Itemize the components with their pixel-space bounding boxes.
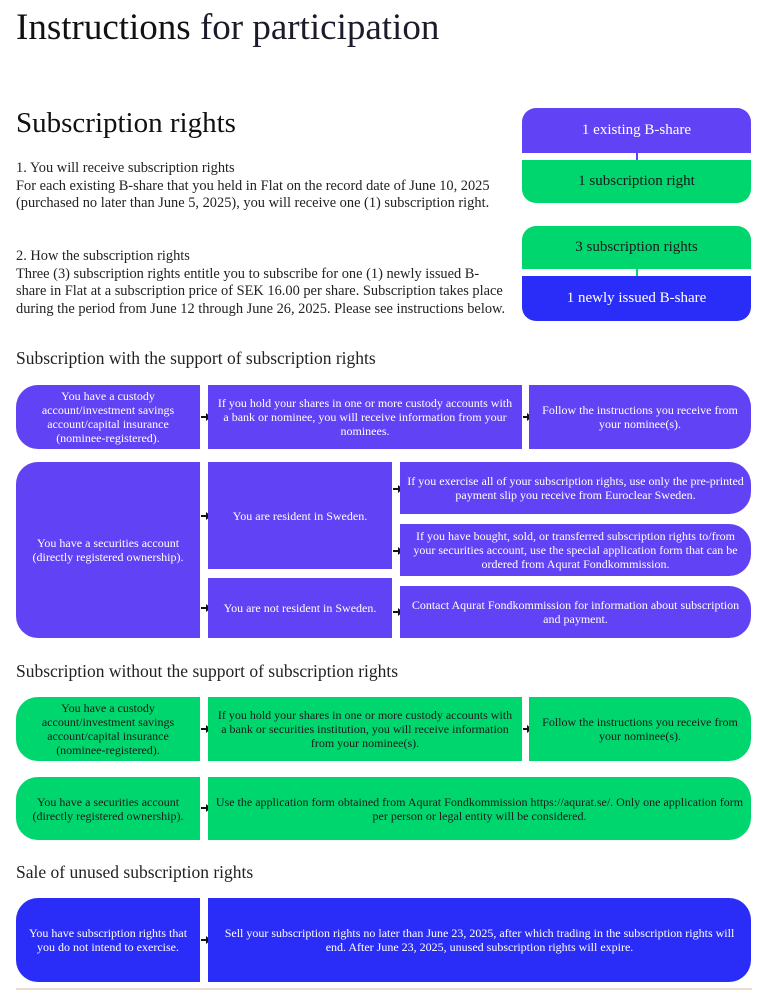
wos-securities-start-text: You have a securities account (directly registered ownership). xyxy=(32,794,184,823)
ratio-subscription-right xyxy=(522,160,751,203)
arrow-icon xyxy=(393,550,399,552)
sale-heading: Sale of unused subscription rights xyxy=(16,862,254,882)
ws-not-resident-text: You are not resident in Sweden. xyxy=(223,601,377,615)
ratio-connector-2 xyxy=(636,269,638,276)
page-title xyxy=(16,4,439,52)
ws-resident-option-1 xyxy=(400,462,751,514)
wos-securities-start xyxy=(16,777,200,840)
arrow-icon xyxy=(201,416,207,418)
ws-resident-text: You are resident in Sweden. xyxy=(232,508,368,523)
wos-custody-middle xyxy=(208,697,522,761)
wos-custody-start-text: You have a custody account/investment savings account/capital insurance (nominee-registered). xyxy=(41,701,175,757)
ws-custody-middle xyxy=(208,385,522,449)
ws-custody-end-text: Follow the instructions you receive from your nominee(s). xyxy=(542,403,738,431)
wos-custody-end-text: Follow the instructions you receive from your nominee(s). xyxy=(542,715,738,743)
wos-securities-end-text: Use the application form obtained from Aqurat Fondkommission https://aqurat.se/. Only one application form per person or legal entity will be considered. xyxy=(215,794,744,823)
paragraph-1-body: For each existing B-share that you held in Flat on the record date of June 10, 2025 (purchased no later than June 5, 2025), you will receive one (1) subscription right. xyxy=(16,177,490,211)
ratio-existing-share xyxy=(522,108,751,153)
ratio-new-share-label: 1 newly issued B-share xyxy=(566,290,707,306)
bottom-divider xyxy=(16,988,752,990)
arrow-icon xyxy=(201,515,207,517)
wos-custody-middle-text: If you hold your shares in one or more custody accounts with a bank or securities institution, you will receive information from your nominee(s). xyxy=(217,708,513,750)
ratio-three-rights xyxy=(522,226,751,269)
paragraph-2-heading: 2. How the subscription rights xyxy=(16,248,190,264)
arrow-icon xyxy=(201,807,207,809)
ratio-connector-1 xyxy=(636,153,638,160)
ws-custody-start xyxy=(16,385,200,449)
ws-resident xyxy=(208,462,392,569)
ws-securities-start xyxy=(16,462,200,638)
without-support-heading: Subscription without the support of subscription rights xyxy=(16,661,399,681)
page-title-normal: for participation xyxy=(199,7,440,48)
ratio-new-share xyxy=(522,276,751,321)
arrow-icon xyxy=(201,728,207,730)
paragraph-1-heading: 1. You will receive subscription rights xyxy=(16,160,235,176)
paragraph-1 xyxy=(16,160,508,213)
wos-securities-end xyxy=(208,777,751,840)
ws-custody-middle-text: If you hold your shares in one or more custody accounts with a bank or nominee, you will receive information from your nominees. xyxy=(217,396,513,438)
ws-securities-start-text: You have a securities account (directly registered ownership). xyxy=(32,536,184,564)
page-title-bold: Instructions xyxy=(16,7,191,48)
sale-end-text: Sell your subscription rights no later than June 23, 2025, after which trading in the subscription rights will end. After June 23, 2025, unused subscription rights will expire. xyxy=(224,926,735,954)
ws-resident-option-1-text: If you exercise all of your subscription rights, use only the pre-printed payment slip you receive from Euroclear Sweden. xyxy=(407,474,744,502)
ratio-existing-share-label: 1 existing B-share xyxy=(581,122,692,138)
sale-end xyxy=(208,898,751,982)
ws-not-resident xyxy=(208,578,392,638)
arrow-icon xyxy=(393,611,399,613)
paragraph-2 xyxy=(16,248,508,318)
arrow-icon xyxy=(201,607,207,609)
sale-start xyxy=(16,898,200,982)
section-title: Subscription rights xyxy=(16,107,236,139)
sale-start-text: You have subscription rights that you do not intend to exercise. xyxy=(28,926,188,954)
arrow-icon xyxy=(523,416,528,418)
paragraph-2-body: Three (3) subscription rights entitle you to subscribe for one (1) newly issued B-share in Flat at a subscription price of SEK 16.00 per share. Subscription takes place during the period from June 12 through June 26, 2025. Please see instructions below. xyxy=(16,265,506,317)
arrow-icon xyxy=(523,728,528,730)
ratio-subscription-right-label: 1 subscription right xyxy=(578,173,695,189)
ws-resident-option-2-text: If you have bought, sold, or transferred subscription rights to/from your securities account, use the special application form that can be ordered from Aqurat Fondkommission. xyxy=(413,529,738,571)
ws-custody-start-text: You have a custody account/investment savings account/capital insurance (nominee-registered). xyxy=(41,389,175,445)
wos-custody-end xyxy=(529,697,751,761)
arrow-icon xyxy=(393,488,399,490)
with-support-heading: Subscription with the support of subscription rights xyxy=(16,348,376,368)
arrow-icon xyxy=(201,939,207,941)
ws-not-resident-option xyxy=(400,586,751,638)
ws-custody-end xyxy=(529,385,751,449)
ws-resident-option-2 xyxy=(400,524,751,576)
ratio-three-rights-label: 3 subscription rights xyxy=(575,239,698,255)
ws-not-resident-option-text: Contact Aqurat Fondkommission for information about subscription and payment. xyxy=(411,598,740,626)
wos-custody-start xyxy=(16,697,200,761)
